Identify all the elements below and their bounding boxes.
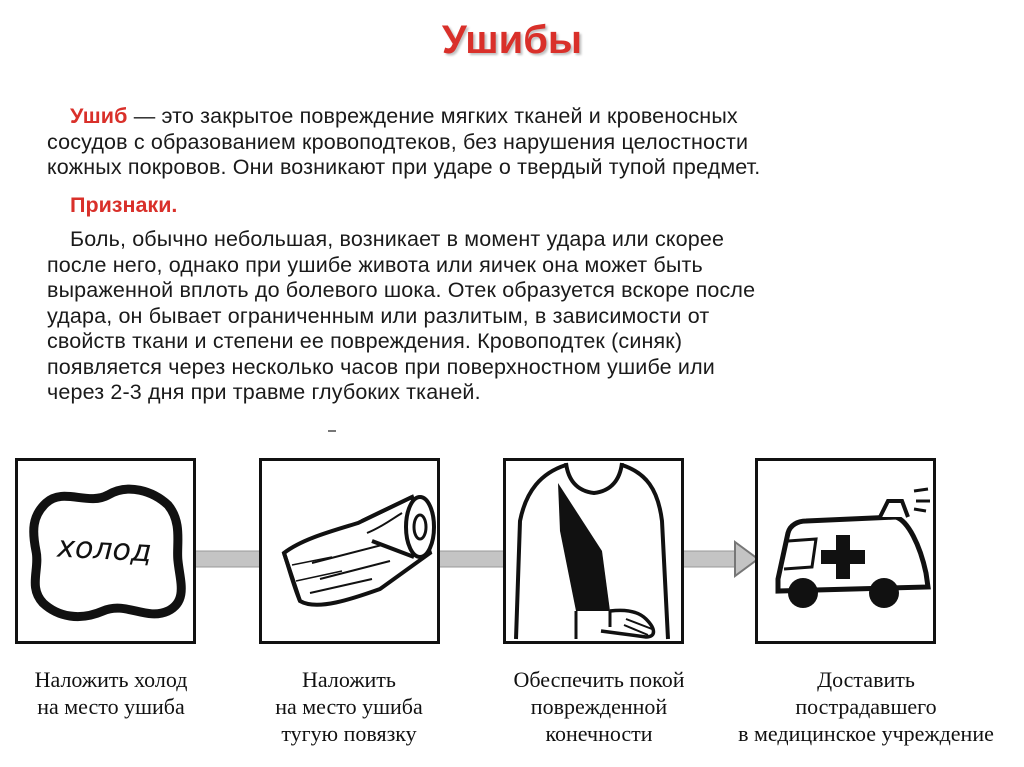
arm-sling-icon: [506, 461, 681, 641]
page-title: Ушибы: [441, 18, 583, 62]
signs-paragraph: [47, 227, 1007, 406]
cold-pack-label: холод: [56, 529, 153, 570]
bandage-roll-icon: [262, 461, 437, 641]
definition-paragraph: [47, 104, 1007, 181]
signs-line: удара, он бывает ограниченным или разлитым, в зависимости от: [47, 303, 710, 328]
step-bandage-box: [259, 458, 440, 644]
definition-line-1: Ушиб — это закрытое повреждение мягких тканей и кровеносных: [70, 104, 738, 128]
signs-line: свойств ткани и степени ее повреждения. Кровоподтек (синяк): [47, 329, 683, 353]
definition-line-2: сосудов с образованием кровоподтеков, без нарушения целостности: [47, 129, 749, 154]
step-cold-box: [15, 458, 196, 644]
step-caption: Наложить холод на место ушиба: [34, 667, 188, 719]
definition-line-3: кожных покровов. Они возникают при ударе о твердый тупой предмет.: [47, 155, 761, 179]
signs-line: после него, однако при ушибе живота или яичек она может быть: [47, 252, 703, 277]
ambulance-icon: [758, 461, 933, 641]
signs-line: выраженной вплоть до болевого шока. Отек образуется вскоре после: [47, 278, 756, 302]
step-caption: Наложить на место ушиба тугую повязку: [275, 667, 423, 746]
step-caption: Доставить пострадавшего в медицинское учреждение: [738, 667, 994, 746]
stray-dash: [328, 430, 336, 432]
signs-heading: Признаки.: [70, 193, 178, 217]
step-caption: Обеспечить покой поврежденной конечности: [513, 667, 685, 746]
step-sling-box: [503, 458, 684, 644]
cold-pack-icon: [18, 461, 193, 641]
step-ambulance-box: [755, 458, 936, 644]
signs-line: Боль, обычно небольшая, возникает в момент удара или скорее: [70, 227, 725, 251]
signs-line: через 2-3 дня при травме глубоких тканей.: [47, 380, 481, 404]
signs-line: появляется через несколько часов при поверхностном ушибе или: [47, 354, 715, 379]
definition-term: Ушиб: [70, 104, 128, 128]
